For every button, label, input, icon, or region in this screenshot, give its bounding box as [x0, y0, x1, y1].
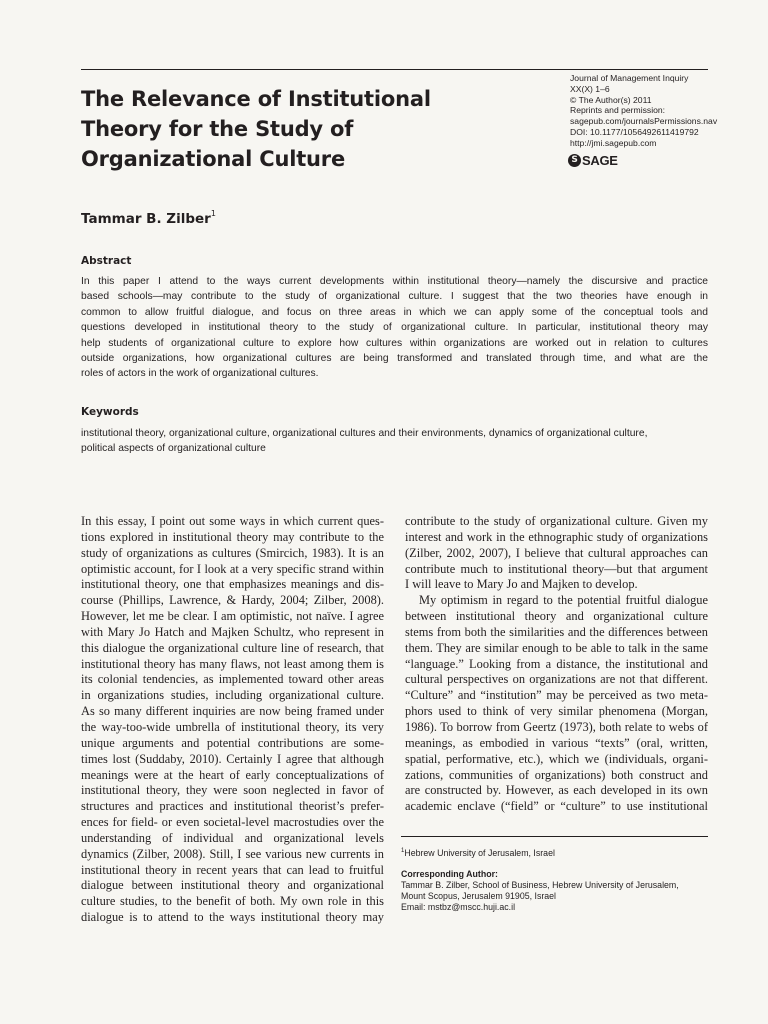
body-line: meanings were at the heart of early conceptualizations of — [81, 767, 384, 782]
body-line: institutional theory, one that emphasizes meanings and dis- — [81, 577, 384, 592]
corresponding-line: Tammar B. Zilber, School of Business, Hebrew University of Jerusalem, — [401, 879, 679, 890]
body-line: ences for field- or even societal-level macrostudies over the — [81, 815, 384, 830]
corresponding-heading — [401, 869, 711, 880]
author-affiliation-marker: 1 — [210, 209, 216, 218]
corresponding-heading-text: Corresponding Author: — [401, 868, 498, 879]
journal-name: Journal of Management Inquiry — [570, 73, 689, 83]
journal-url[interactable]: http://jmi.sagepub.com — [570, 137, 657, 148]
abstract-line: help students of organizational culture to explore how cultures within organizations are worked out in relation to cultures — [81, 337, 708, 349]
body-line: My optimism in regard to the potential fruitful dialogue — [419, 593, 708, 608]
body-line: tions explored in institutional theory may contribute to the — [81, 529, 384, 544]
body-line: zations, communities of organizations) both construct and — [405, 767, 708, 782]
body-line: In this essay, I point out some ways in which current ques- — [81, 514, 384, 528]
body-line: the way-too-wide umbrella of institutional theory, its very — [81, 719, 384, 734]
body-column-right — [405, 514, 708, 815]
body-line: study of organizations as cultures (Smircich, 1983). It is an — [81, 545, 384, 560]
body-line: structures and practices and institutional theorist’s prefer- — [81, 799, 384, 814]
title-line: Organizational Culture — [81, 147, 345, 171]
body-line: culture studies, to the benefit of both. My own role in this — [81, 894, 384, 909]
abstract-line: questions developed in institutional theory to the study of organizational culture. In particular, institutional theory may — [81, 322, 708, 334]
abstract-line: based schools—may contribute to the study of organizational culture. I suggest that the two theories have enough in — [81, 291, 708, 303]
body-line: However, let me be clear. I am optimistic, not naïve. I agree — [81, 609, 384, 624]
author-name-text: Tammar B. Zilber — [81, 211, 211, 227]
affiliation-note — [401, 846, 711, 859]
body-column-left — [81, 514, 384, 926]
body-line: I will leave to Mary Jo and Majken to develop. — [405, 577, 638, 592]
body-line: are constructed by. However, as each developed in its own — [405, 783, 708, 798]
body-line: (Zilber, 2002, 2007), I believe that cultural approaches can — [405, 545, 708, 560]
body-line: dialogue is to attend to the ways institutional theory may — [81, 910, 384, 925]
body-line: unique arguments and potential contributions are some- — [81, 735, 384, 750]
abstract-text — [81, 274, 708, 382]
body-line: institutional theory in recent years that can lead to fruitful — [81, 862, 384, 877]
body-line: phors used to think of very similar phenomena (Morgan, — [405, 704, 708, 719]
body-line: stems from both the similarities and the differences between — [405, 624, 708, 639]
keywords-text — [81, 426, 708, 457]
sage-logo-icon: S — [568, 154, 581, 167]
body-line: its colonial tendencies, as implemented toward other areas — [81, 672, 384, 687]
body-line: interest and work in the ethnographic study of organizations — [405, 529, 708, 544]
body-line: understanding of individual and organizational levels — [81, 830, 384, 845]
body-line: optimistic account, for I look at a very specific strand within — [81, 561, 384, 576]
footnotes — [401, 846, 711, 912]
sage-logo — [568, 153, 618, 168]
affiliation-text: Hebrew University of Jerusalem, Israel — [404, 847, 555, 858]
author-name — [81, 211, 216, 227]
body-line: institutional theory has many flaws, not least among them is — [81, 656, 384, 671]
sage-logo-text: SAGE — [582, 153, 618, 168]
body-line: academic enclave (“field” or “culture” to use institutional — [405, 799, 708, 814]
title-line: Theory for the Study of — [81, 117, 354, 141]
body-line: contribute much to institutional theory—but that argument — [405, 561, 708, 576]
body-line: course (Phillips, Lawrence, & Hardy, 2004; Zilber, 2008). — [81, 593, 384, 608]
keywords-heading: Keywords — [81, 406, 139, 418]
keywords-line: political aspects of organizational culture — [81, 443, 266, 455]
body-line: in organizations studies, including organizational culture. — [81, 688, 384, 703]
journal-info — [570, 73, 750, 149]
body-line: dynamics (Zilber, 2008). Still, I see various new currents in — [81, 846, 384, 861]
affiliation-marker: 1 — [401, 848, 405, 854]
abstract-heading: Abstract — [81, 255, 132, 267]
body-line: As so many different inquiries are now being framed under — [81, 704, 384, 719]
body-line: cultural perspectives on organizations are not that different. — [405, 672, 708, 687]
permissions-link[interactable]: sagepub.com/journalsPermissions.nav — [570, 116, 718, 127]
body-line: contribute to the study of organizational culture. Given my — [405, 514, 708, 528]
body-line: between institutional theory and organizational culture — [405, 609, 708, 624]
abstract-line: outside organizations, how organizational cultures are being transformed and translated through time, and what are the — [81, 352, 708, 364]
body-line: with Mary Jo Hatch and Majken Schultz, who represent in — [81, 624, 384, 639]
body-line: times lost (Suddaby, 2010). Certainly I agree that although — [81, 751, 384, 766]
abstract-line: roles of actors in the work of organizational cultures. — [81, 368, 319, 380]
footnote-rule — [401, 836, 708, 837]
keywords-line: institutional theory, organizational culture, organizational cultures and their environments, dynamics of organizational culture, — [81, 428, 648, 439]
body-line: “Culture” and “institution” may be perceived as two meta- — [405, 688, 708, 703]
doi[interactable]: DOI: 10.1177/1056492611419792 — [570, 126, 699, 137]
header-rule — [81, 69, 708, 70]
article-title — [81, 84, 431, 174]
body-line: 1986). To borrow from Geertz (1973), both relate to webs of — [405, 719, 708, 734]
body-line: spatial, performative, etc.), which we (individuals, organi- — [405, 751, 708, 766]
body-line: “language.” Looking from a distance, the institutional and — [405, 656, 708, 671]
body-line: meanings, as embodied in various “texts” (oral, written, — [405, 735, 708, 750]
copyright: © The Author(s) 2011 — [570, 94, 652, 105]
title-line: The Relevance of Institutional — [81, 87, 431, 111]
body-line: institutional theory, they were soon neglected in favor of — [81, 783, 384, 798]
abstract-line: In this paper I attend to the ways current developments within institutional theory—namely the discursive and practice — [81, 276, 708, 287]
body-line: them. They are similar enough to be able to talk in the same — [405, 640, 708, 655]
corresponding-line: Mount Scopus, Jerusalem 91905, Israel — [401, 890, 557, 901]
body-line: dialogue between institutional theory and organizational — [81, 878, 384, 893]
body-line: this dialogue the organizational culture line of research, that — [81, 640, 384, 655]
abstract-line: common to allow fruitful dialogue, and focus on three areas in which we can apply some of the conceptual tools and — [81, 306, 708, 318]
journal-volume: XX(X) 1–6 — [570, 83, 610, 94]
corresponding-email[interactable]: Email: mstbz@mscc.huji.ac.il — [401, 901, 516, 912]
reprints-label: Reprints and permission: — [570, 105, 666, 116]
